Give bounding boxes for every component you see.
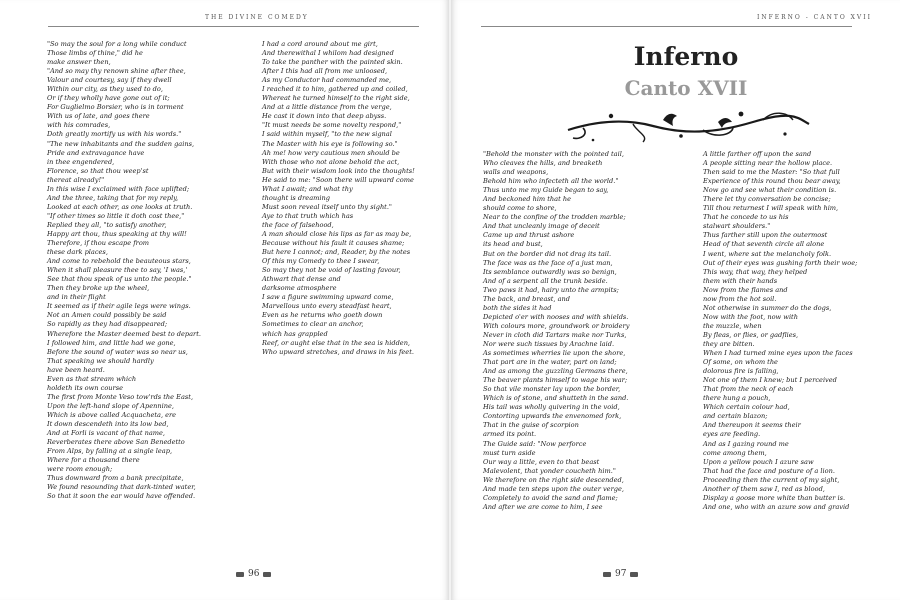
verse-line: Not one of them I knew; but I perceived xyxy=(703,376,837,385)
verse-line: Thus downward from a bank precipitate, xyxy=(47,474,184,483)
verse-line: And beckoned him that he xyxy=(483,195,571,204)
ornament-icon xyxy=(603,572,611,577)
verse-line: I had a cord around about me girt, xyxy=(262,40,378,48)
verse-line: Near to the confine of the trodden marble; xyxy=(483,213,626,222)
verse-line: So that vile monster lay upon the border, xyxy=(483,385,621,394)
verse-line: This way, that way, they helped xyxy=(703,267,808,276)
chapter-title: Inferno xyxy=(633,42,739,71)
verse-line: There let thy conversation be concise; xyxy=(703,195,831,204)
verse-line: To take the panther with the painted skin. xyxy=(262,58,403,67)
verse-line: should come to shore, xyxy=(483,204,557,213)
verse-line: From Alps, by falling at a single leap, xyxy=(47,447,173,456)
verse-line: We therefore on the right side descended, xyxy=(483,475,624,484)
verse-line: them with their hands xyxy=(703,276,778,285)
verse-line: Doth greatly mortify us with his words." xyxy=(47,130,182,139)
verse-line: See that thou speak of us unto the people." xyxy=(47,275,192,284)
verse-line: He said to me: "Soon there will upward come xyxy=(262,175,414,184)
verse-line: Those limbs of thine," did he xyxy=(47,49,143,58)
verse-line: Who cleaves the hills, and breaketh xyxy=(483,159,603,168)
verse-line: Of this my Comedy to thee I swear, xyxy=(262,257,380,266)
verse-line: must turn aside xyxy=(483,448,536,457)
verse-line: For Guglielmo Borsier, who is in torment xyxy=(47,103,184,112)
verse-column-right xyxy=(262,40,432,357)
verse-line: Which is above called Acquacheta, ere xyxy=(47,410,177,419)
verse-line: Wherefore the Master deemed best to depart. xyxy=(47,329,201,338)
verse-line: stalwart shoulders." xyxy=(703,222,771,231)
verse-line: dolorous fire is falling, xyxy=(703,367,779,376)
verse-line: "If other times so little it doth cost thee," xyxy=(47,211,185,220)
verse-line: the muzzle, when xyxy=(703,321,762,330)
verse-line: Must soon reveal itself unto thy sight." xyxy=(262,202,392,211)
verse-line: and in their flight xyxy=(47,293,106,302)
verse-line: Even as he returns who goeth down xyxy=(262,311,383,320)
verse-line: I said within myself, "to the new signal xyxy=(262,130,392,139)
verse-line: And at Forli is vacant of that name, xyxy=(47,429,166,438)
verse-line: Valour and courtesy, say if they dwell xyxy=(47,76,172,85)
running-head: THE DIVINE COMEDY xyxy=(205,14,309,21)
verse-line: Came up and thrust ashore xyxy=(483,231,575,240)
verse-line: With colours more, groundwork or broidery xyxy=(483,321,630,330)
verse-line: Which certain colour had, xyxy=(703,403,790,412)
verse-line: Out of their eyes was gushing forth their woe; xyxy=(703,258,858,267)
verse-line: I went, where sat the melancholy folk. xyxy=(703,249,832,258)
verse-line: Not an Amen could possibly be said xyxy=(47,311,167,320)
verse-line: Before the sound of water was so near us, xyxy=(47,347,188,356)
verse-line: thereat already!" xyxy=(47,175,105,184)
verse-line: Even as that stream which xyxy=(47,374,137,383)
verse-line: A people sitting near the hollow place. xyxy=(703,159,833,168)
left-page xyxy=(0,0,449,600)
verse-line: Marvellous unto every steadfast heart, xyxy=(262,302,392,311)
verse-line: Reverberates there above San Benedetto xyxy=(47,438,185,447)
verse-line: The beaver plants himself to wage his war; xyxy=(483,376,628,385)
verse-line: And after we are come to him, I see xyxy=(483,502,603,511)
header-rule xyxy=(48,26,419,27)
right-page xyxy=(451,0,900,600)
folio-number: 96 xyxy=(248,569,260,579)
verse-line: Therefore, if thou escape from xyxy=(47,239,150,248)
verse-line: When I had turned mine eyes upon the faces xyxy=(703,349,853,358)
verse-line: which has grappled xyxy=(262,329,328,338)
verse-line: That from the neck of each xyxy=(703,385,794,394)
verse-line: Upon the left-hand slope of Apennine, xyxy=(47,401,174,410)
verse-line: And one, who with an azure sow and gravid xyxy=(703,502,850,511)
verse-line: By fleas, or flies, or gadflies, xyxy=(703,330,799,339)
verse-line: I followed him, and little had we gone, xyxy=(47,338,176,347)
verse-line: But here I cannot; and, Reader, by the notes xyxy=(262,248,411,257)
verse-line: Of some, on whom the xyxy=(703,358,778,367)
verse-line: both the sides it had xyxy=(483,303,552,312)
verse-line: in thee engendered, xyxy=(47,157,115,166)
verse-line: "It must needs be some novelty respond," xyxy=(262,121,402,130)
verse-line: And of a serpent all the trunk beside. xyxy=(483,276,608,285)
verse-line: Looked at each other, as one looks at truth. xyxy=(47,202,193,211)
verse-line: have been heard. xyxy=(47,365,105,374)
verse-line: walls and weapons, xyxy=(483,168,549,177)
verse-line: With us of late, and goes there xyxy=(47,112,150,121)
verse-line: Proceeding then the current of my sight, xyxy=(703,475,840,484)
verse-line: Then they broke up the wheel, xyxy=(47,284,150,293)
verse-line: Reef, or aught else that in the sea is hidden, xyxy=(262,338,411,347)
verse-line: Or if they wholly have gone out of it; xyxy=(47,94,170,103)
verse-line: Whereat he turned himself to the right side, xyxy=(262,94,410,103)
verse-line: Which is of stone, and shutteth in the sand. xyxy=(483,394,629,403)
verse-line: And therewithal I whilom had designed xyxy=(262,49,394,58)
verse-line: armed its point. xyxy=(483,430,537,439)
verse-line: It down descendeth into its low bed, xyxy=(47,419,169,428)
verse-line: Behold him who infecteth all the world." xyxy=(483,177,619,186)
verse-line: His tail was wholly quivering in the void, xyxy=(483,403,620,412)
verse-line: The Guide said: "Now perforce xyxy=(483,439,587,448)
verse-line: Because without his fault it causes shame; xyxy=(262,239,405,248)
verse-line: Contorting upwards the envenomed fork, xyxy=(483,412,622,421)
verse-line: In this wise I exclaimed with face uplifted; xyxy=(47,184,190,193)
verse-line: He cast it down into that deep abyss. xyxy=(262,112,387,121)
verse-line: Our way a little, even to that beast xyxy=(483,457,600,466)
verse-line: I saw a figure swimming upward come, xyxy=(262,293,394,302)
verse-line: With those who not alone behold the act, xyxy=(262,157,400,166)
verse-line: That speaking we should hardly xyxy=(47,356,154,365)
verse-line: Till thou returnest I will speak with him, xyxy=(703,204,839,213)
ornament-icon xyxy=(236,572,244,577)
verse-line: That in the guise of scorpion xyxy=(483,421,579,430)
verse-line: Upon a yellow pouch I azure saw xyxy=(703,457,814,466)
canto-subtitle: Canto XVII xyxy=(624,76,748,100)
verse-line: What I await; and what thy xyxy=(262,184,353,193)
verse-line: now from the hot soil. xyxy=(703,294,777,303)
verse-line: And thereupon it seems their xyxy=(703,421,801,430)
verse-line: they are bitten. xyxy=(703,339,755,348)
verse-line: Thus farther still upon the outermost xyxy=(703,231,828,240)
verse-line: The face was as the face of a just man, xyxy=(483,258,613,267)
ornament-icon xyxy=(263,572,271,577)
verse-column-left xyxy=(47,40,217,501)
verse-line: That he concede to us his xyxy=(703,213,789,222)
verse-line: Happy art thou, thus speaking at thy will! xyxy=(47,229,187,238)
verse-column-right xyxy=(703,150,883,512)
verse-line: Nor were such tissues by Arachne laid. xyxy=(483,339,615,348)
verse-line: But with their wisdom look into the thoughts! xyxy=(262,166,415,175)
verse-line: "Behold the monster with the pointed tail, xyxy=(483,150,624,158)
chapter-title-block xyxy=(551,42,821,142)
page-number xyxy=(236,569,271,579)
verse-line: "The new inhabitants and the sudden gains, xyxy=(47,139,195,148)
verse-line: Now with the foot, now with xyxy=(703,312,798,321)
page-number xyxy=(603,569,638,579)
verse-line: The back, and breast, and xyxy=(483,294,571,303)
verse-line: Now go and see what their condition is. xyxy=(703,186,837,195)
verse-line: were room enough; xyxy=(47,465,113,474)
running-head: INFERNO - CANTO XVII xyxy=(756,14,872,21)
verse-line: eyes are feeding. xyxy=(703,430,761,439)
verse-line: Sometimes to clear an anchor, xyxy=(262,320,364,329)
verse-line: So rapidly as they had disappeared; xyxy=(47,320,168,329)
verse-line: Experience of this round thou bear away, xyxy=(703,177,841,186)
folio-number: 97 xyxy=(615,569,627,579)
verse-line: with his comrades, xyxy=(47,121,111,130)
verse-line: A little farther off upon the sand xyxy=(703,150,812,158)
verse-line: And made ten steps upon the outer verge, xyxy=(483,484,624,493)
verse-line: After I this had all from me unloosed, xyxy=(262,67,388,76)
verse-line: its head and bust, xyxy=(483,240,543,249)
verse-line: When it shall pleasure thee to say, 'I was,' xyxy=(47,266,188,275)
verse-line: Now from the flames and xyxy=(703,285,788,294)
verse-line: Completely to avoid the sand and flame; xyxy=(483,493,618,502)
verse-line: there hung a pouch, xyxy=(703,394,771,403)
verse-line: Within our city, as they used to do, xyxy=(47,85,163,94)
verse-line: Its semblance outwardly was so benign, xyxy=(483,267,617,276)
verse-line: Ah me! how very cautious men should be xyxy=(262,148,400,157)
verse-line: Two paws it had, hairy unto the armpits; xyxy=(483,285,619,294)
verse-line: Aye to that truth which has xyxy=(262,211,354,220)
verse-line: We found resounding that dark-tinted water, xyxy=(47,483,196,492)
verse-line: holdeth its own course xyxy=(47,383,123,392)
verse-line: Depicted o'er with nooses and with shields. xyxy=(483,312,629,321)
verse-line: Florence, so that thou weep'st xyxy=(47,166,149,175)
ink-flourish-icon xyxy=(563,100,813,145)
verse-line: "So may the soul for a long while conduct xyxy=(47,40,187,48)
verse-line: the face of falsehood, xyxy=(262,220,334,229)
verse-line: make answer then, xyxy=(47,58,111,67)
verse-line: these dark places, xyxy=(47,248,108,257)
verse-line: And at a little distance from the verge, xyxy=(262,103,392,112)
ornament-icon xyxy=(630,572,638,577)
verse-line: That had the face and posture of a lion. xyxy=(703,466,835,475)
verse-line: But on the border did not drag its tail. xyxy=(483,249,612,258)
verse-line: Another of them saw I, red as blood, xyxy=(703,484,825,493)
verse-line: Then said to me the Master: "So that full xyxy=(703,168,840,177)
verse-line: I reached it to him, gathered up and coiled, xyxy=(262,85,408,94)
verse-line: And as I gazing round me xyxy=(703,439,789,448)
verse-line: Not otherwise in summer do the dogs, xyxy=(703,303,832,312)
verse-line: As my Conductor had commanded me, xyxy=(262,76,392,85)
verse-line: and certain blazon; xyxy=(703,412,768,421)
verse-line: The first from Monte Veso tow'rds the East, xyxy=(47,392,194,401)
verse-column-left xyxy=(483,150,663,512)
verse-line: Pride and extravagance have xyxy=(47,148,145,157)
verse-line: That part are in the water, part on land; xyxy=(483,358,617,367)
verse-line: Malevolent, that yonder coucheth him." xyxy=(483,466,616,475)
verse-line: A man should close his lips as far as may be, xyxy=(262,229,412,238)
verse-line: And come to rebehold the beauteous stars, xyxy=(47,257,191,266)
verse-line: Thus unto me my Guide began to say, xyxy=(483,186,609,195)
verse-line: Where for a thousand there xyxy=(47,456,140,465)
header-rule xyxy=(481,26,852,27)
verse-line: Who upward stretches, and draws in his feet. xyxy=(262,347,414,356)
verse-line: Athwart that dense and xyxy=(262,275,341,284)
verse-line: And as among the guzzling Germans there, xyxy=(483,367,628,376)
verse-line: And that uncleanly image of deceit xyxy=(483,222,600,231)
verse-line: As sometimes wherries lie upon the shore, xyxy=(483,349,626,358)
verse-line: Replied they all, "to satisfy another, xyxy=(47,220,167,229)
verse-line: Display a goose more white than butter is. xyxy=(703,493,846,502)
verse-line: thought is dreaming xyxy=(262,193,330,202)
verse-line: Never in cloth did Tartars make nor Turks, xyxy=(483,330,627,339)
verse-line: come among them, xyxy=(703,448,767,457)
verse-line: So may they not be void of lasting favour, xyxy=(262,266,401,275)
verse-line: It seemed as if their agile legs were wings. xyxy=(47,302,191,311)
verse-line: darksome atmosphere xyxy=(262,284,337,293)
verse-line: Head of that seventh circle all alone xyxy=(703,240,825,249)
verse-line: So that it soon the ear would have offended. xyxy=(47,492,196,501)
verse-line: And the three, taking that for my reply, xyxy=(47,193,179,202)
verse-line: "And so may thy renown shine after thee, xyxy=(47,67,186,76)
verse-line: The Master with his eye is following so." xyxy=(262,139,398,148)
